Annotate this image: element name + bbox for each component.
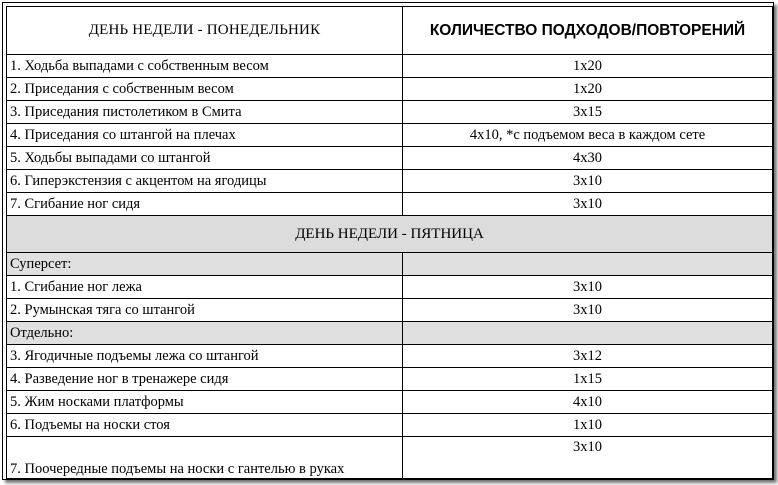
exercise-reps: 3х12 — [403, 345, 773, 368]
exercise-name: 5. Жим носками платформы — [7, 391, 403, 414]
exercise-reps: 1х20 — [403, 55, 773, 78]
table-row — [7, 170, 773, 193]
table-row — [7, 437, 773, 479]
exercise-name: 7. Поочередные подъемы на носки с гантелью в руках — [7, 437, 403, 479]
empty-cell — [403, 322, 773, 345]
table-row — [7, 391, 773, 414]
exercise-reps: 1х10 — [403, 414, 773, 437]
exercise-name: 3. Приседания пистолетиком в Смита — [7, 101, 403, 124]
exercise-reps: 3х10 — [403, 170, 773, 193]
monday-day-header: ДЕНЬ НЕДЕЛИ - ПОНЕДЕЛЬНИК — [7, 7, 403, 55]
table-row — [7, 147, 773, 170]
exercise-reps: 3х10 — [403, 193, 773, 216]
table-row — [7, 55, 773, 78]
empty-cell — [403, 253, 773, 276]
workout-table — [6, 6, 773, 479]
table-row — [7, 193, 773, 216]
table-row — [7, 101, 773, 124]
exercise-reps: 4х10, *с подъемом веса в каждом сете — [403, 124, 773, 147]
exercise-name: 4. Разведение ног в тренажере сидя — [7, 368, 403, 391]
exercise-reps: 4х30 — [403, 147, 773, 170]
sets-reps-header: КОЛИЧЕСТВО ПОДХОДОВ/ПОВТОРЕНИЙ — [403, 7, 773, 55]
exercise-reps: 1х15 — [403, 368, 773, 391]
exercise-name: 1. Сгибание ног лежа — [7, 276, 403, 299]
exercise-reps: 4х10 — [403, 391, 773, 414]
table-row — [7, 124, 773, 147]
exercise-reps: 1х20 — [403, 78, 773, 101]
superset-label-row — [7, 253, 773, 276]
exercise-reps: 3х15 — [403, 101, 773, 124]
table-row — [7, 78, 773, 101]
superset-label: Суперсет: — [7, 253, 403, 276]
table-row — [7, 368, 773, 391]
exercise-reps: 3х10 — [403, 276, 773, 299]
exercise-name: 5. Ходьбы выпадами со штангой — [7, 147, 403, 170]
table-row — [7, 345, 773, 368]
exercise-name: 2. Румынская тяга со штангой — [7, 299, 403, 322]
workout-table-frame — [2, 2, 774, 480]
exercise-name: 6. Подъемы на носки стоя — [7, 414, 403, 437]
table-row — [7, 414, 773, 437]
exercise-name: 6. Гиперэкстензия с акцентом на ягодицы — [7, 170, 403, 193]
exercise-name: 2. Приседания с собственным весом — [7, 78, 403, 101]
exercise-name: 3. Ягодичные подъемы лежа со штангой — [7, 345, 403, 368]
monday-header-row — [7, 7, 773, 55]
separate-label-row — [7, 322, 773, 345]
table-row — [7, 299, 773, 322]
friday-header-row — [7, 216, 773, 253]
exercise-name: 7. Сгибание ног сидя — [7, 193, 403, 216]
exercise-reps: 3х10 — [403, 299, 773, 322]
exercise-name: 4. Приседания со штангой на плечах — [7, 124, 403, 147]
friday-day-header: ДЕНЬ НЕДЕЛИ - ПЯТНИЦА — [7, 216, 773, 253]
exercise-reps: 3х10 — [403, 437, 773, 479]
exercise-name: 1. Ходьба выпадами с собственным весом — [7, 55, 403, 78]
table-row — [7, 276, 773, 299]
separate-label: Отдельно: — [7, 322, 403, 345]
